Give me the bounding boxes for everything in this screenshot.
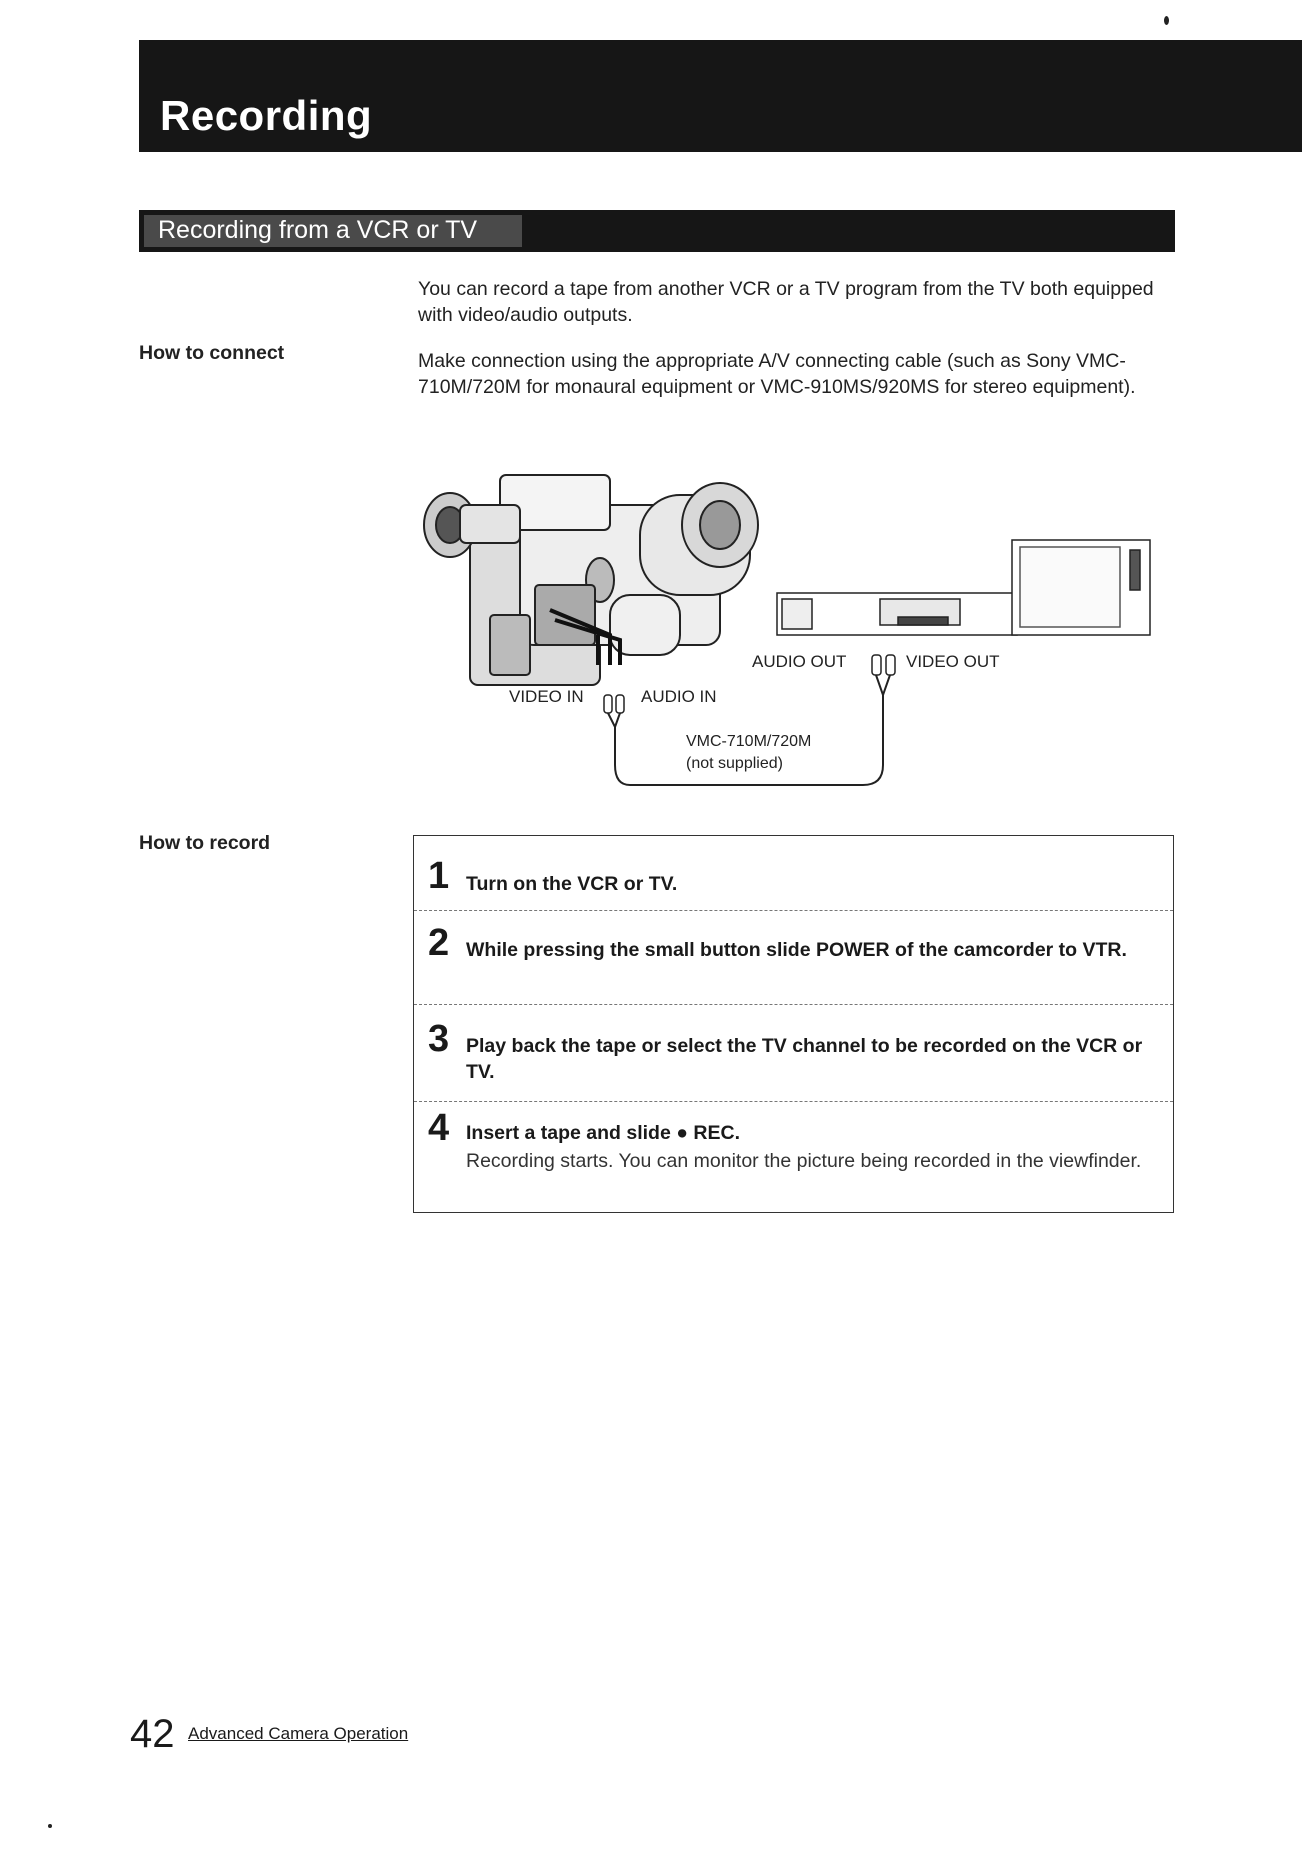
- video-in-label: VIDEO IN: [509, 687, 584, 706]
- step-number: 2: [428, 922, 450, 964]
- camcorder-illustration: [424, 475, 758, 685]
- page-title: Recording: [160, 92, 373, 139]
- scan-speck: [48, 1824, 52, 1828]
- step-divider: [414, 1004, 1173, 1005]
- section-title: Recording from a VCR or TV: [158, 216, 478, 244]
- step-text: Turn on the VCR or TV.: [466, 873, 678, 895]
- step-number: 3: [428, 1018, 450, 1060]
- video-out-label: VIDEO OUT: [906, 652, 1000, 671]
- audio-in-label: AUDIO IN: [641, 687, 717, 706]
- steps-box: [413, 835, 1174, 1213]
- footer-section-title: Advanced Camera Operation: [188, 1724, 409, 1743]
- how-to-connect-label: How to connect: [139, 342, 285, 364]
- step-text: Insert a tape and slide ● REC.: [466, 1122, 741, 1144]
- connect-text: Make connection using the appropriate A/V connecting cable (such as Sony VMC-710M/720M for monaural equipment or VMC-910MS/920MS for stereo equipment).: [418, 350, 1136, 398]
- step-text: While pressing the small button slide POWER of the camcorder to VTR.: [466, 939, 1127, 961]
- tv-illustration: [1012, 540, 1150, 635]
- step-text: Play back the tape or select the TV channel to be recorded on the VCR or TV.: [466, 1035, 1143, 1083]
- scan-speck: [1164, 16, 1169, 25]
- step-divider: [414, 1101, 1173, 1102]
- intro-text: You can record a tape from another VCR or a TV program from the TV both equipped with video/audio outputs.: [418, 278, 1154, 326]
- vcr-illustration: [777, 593, 1017, 635]
- cable-note: (not supplied): [686, 755, 783, 772]
- step-divider: [414, 910, 1173, 911]
- audio-out-label: AUDIO OUT: [752, 652, 847, 671]
- cable-name: VMC-710M/720M: [686, 733, 812, 750]
- page-number: 42: [130, 1712, 175, 1756]
- step-subtext: Recording starts. You can monitor the picture being recorded in the viewfinder.: [466, 1150, 1142, 1172]
- how-to-record-label: How to record: [139, 832, 271, 854]
- step-number: 1: [428, 855, 450, 897]
- step-number: 4: [428, 1107, 450, 1149]
